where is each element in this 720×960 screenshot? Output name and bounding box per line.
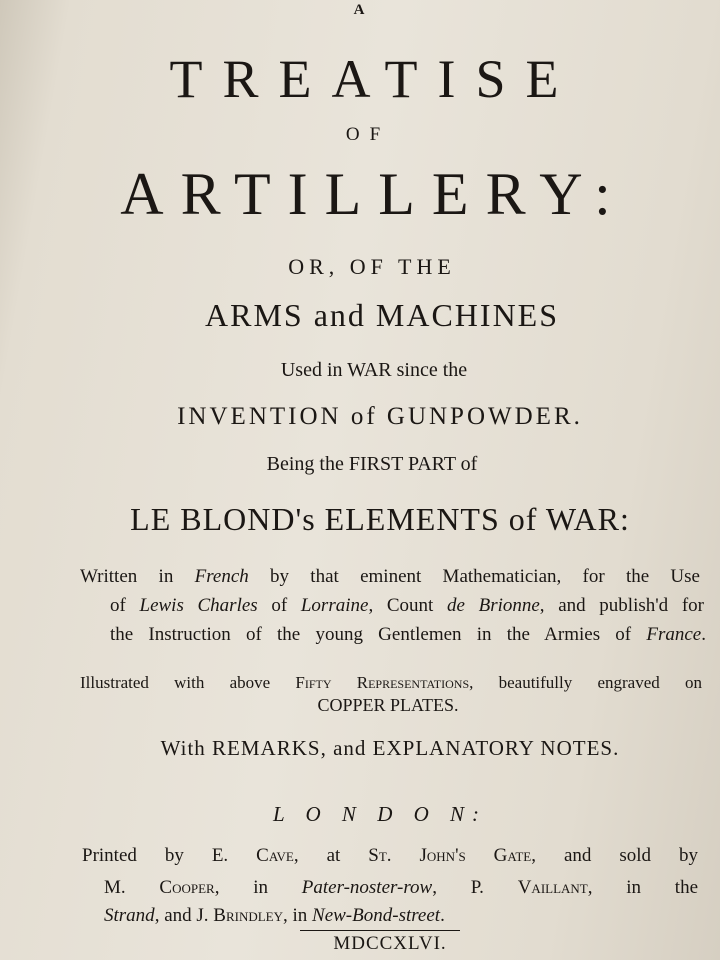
title-treatise: TREATISE (169, 49, 579, 109)
imprint-line-2: M. Cooper, in Pater-noster-row, P. Vaillant, in the (104, 877, 698, 898)
date-rule (300, 930, 460, 931)
imprint-city: L O N D O N: (272, 802, 488, 826)
written-line-3: the Instruction of the young Gentlemen in the Armies of France. (110, 624, 706, 645)
imprint-date: MDCCXLVI. (333, 933, 447, 954)
written-line-1: Written in French by that eminent Mathematician, for the Use (80, 566, 700, 587)
imprint-line-1: Printed by E. Cave, at St. John's Gate, and sold by (82, 845, 699, 866)
article-a: A (353, 2, 367, 18)
subtitle-invention: INVENTION of GUNPOWDER. (177, 403, 583, 430)
written-line-2: of Lewis Charles of Lorraine, Count de Brionne, and publish'd for (110, 595, 705, 616)
subtitle-or-of-the: OR, OF THE (288, 254, 456, 279)
subtitle-le-blond: LE BLOND's ELEMENTS of WAR: (130, 501, 630, 537)
subtitle-arms-machines: ARMS and MACHINES (204, 297, 560, 333)
subtitle-being-the: Being the FIRST PART of (266, 453, 478, 475)
title-of: OF (345, 124, 391, 145)
title-artillery: ARTILLERY: (120, 161, 628, 227)
remarks-line: With REMARKS, and EXPLANATORY NOTES. (160, 736, 620, 760)
subtitle-used-in-war: Used in WAR since the (280, 359, 468, 381)
illustrated-line-2: COPPER PLATES. (317, 695, 459, 715)
imprint-line-3: Strand, and J. Brindley, in New-Bond-street. (104, 905, 445, 926)
illustrated-line-1: Illustrated with above Fifty Representations, beautifully engraved on (80, 673, 702, 692)
